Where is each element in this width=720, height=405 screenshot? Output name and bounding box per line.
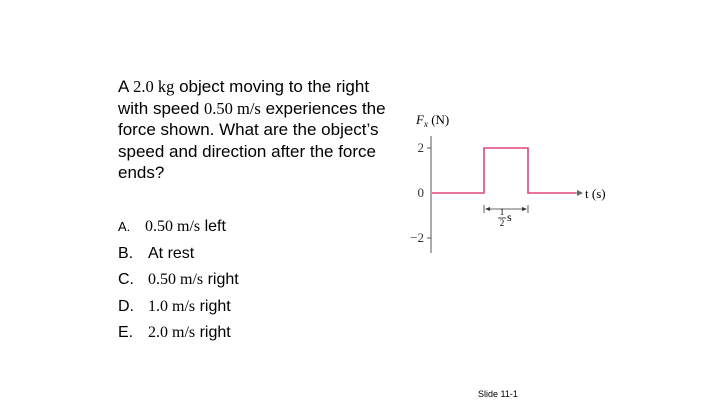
speed-value: 0.50 m/s xyxy=(204,98,261,118)
force-pulse xyxy=(432,148,576,193)
option-value: 1.0 m/s xyxy=(148,297,196,315)
force-graph xyxy=(400,108,615,258)
option-b[interactable] xyxy=(118,241,239,268)
tick-label-0: 0 xyxy=(417,185,424,200)
x-axis-label: t (s) xyxy=(585,186,606,201)
option-letter: D. xyxy=(118,297,134,315)
duration-arrow-left xyxy=(485,207,490,211)
option-direction: At rest xyxy=(148,244,195,262)
duration-numerator: 1 xyxy=(499,207,505,217)
option-d[interactable] xyxy=(118,294,239,321)
option-letter: B. xyxy=(118,244,134,262)
option-direction: right xyxy=(203,271,239,288)
option-e[interactable] xyxy=(118,320,239,347)
option-c[interactable] xyxy=(118,267,239,294)
mass-value: 2.0 kg xyxy=(133,77,175,96)
option-direction: right xyxy=(195,297,231,315)
duration-arrow-right xyxy=(522,207,527,211)
tick-label-neg2: −2 xyxy=(410,230,424,245)
time-axis-arrow xyxy=(577,190,583,196)
option-value: 2.0 m/s xyxy=(148,324,196,341)
option-direction: right xyxy=(195,324,231,341)
option-a[interactable] xyxy=(118,214,239,241)
option-letter: E. xyxy=(118,324,134,341)
duration-denominator: 2 xyxy=(499,218,505,228)
tick-label-2: 2 xyxy=(417,140,424,155)
option-direction: left xyxy=(200,218,226,235)
option-letter: C. xyxy=(118,271,134,288)
slide-number: Slide 11-1 xyxy=(478,389,518,399)
question-text: A 2.0 kg object moving to the right with speed 0.50 m/s experiences the force shown. What are the object’s speed and direction after the force ends? xyxy=(118,77,386,182)
answer-options xyxy=(118,214,239,347)
option-value: 0.50 m/s xyxy=(148,271,204,288)
option-letter: A. xyxy=(118,219,131,234)
y-axis-label: $F_x$ (N) xyxy=(416,112,450,129)
option-value: 0.50 m/s xyxy=(145,218,201,235)
duration-unit: s xyxy=(507,210,512,224)
